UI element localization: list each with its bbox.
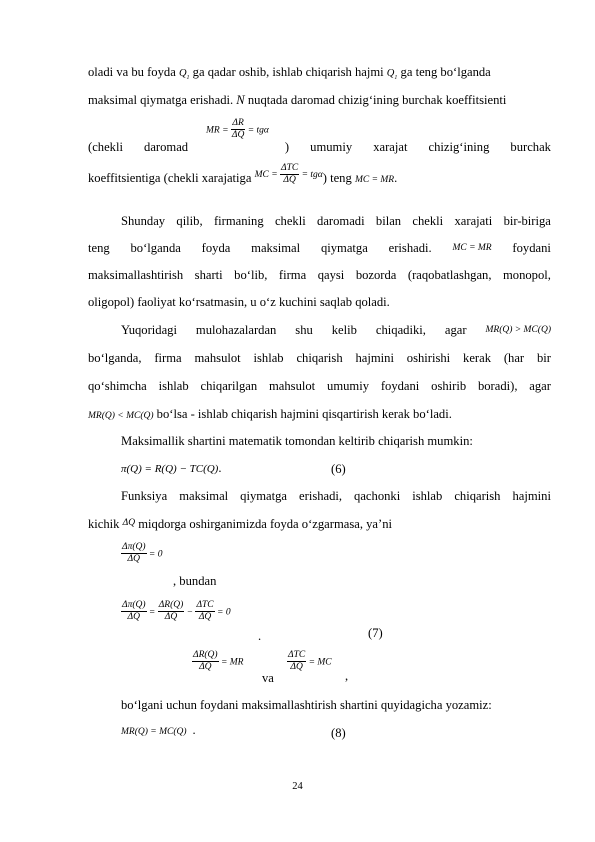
word: (chekli [88, 140, 123, 154]
equation-8-number: (8) [331, 726, 346, 740]
p3-line-1: Yuqoridagi mulohazalardan shu kelib chiqadiki, agar MR(Q) > MC(Q) [121, 323, 551, 337]
p6-line-1: bo‘lgani uchun foydani maksimallashtirish shartini quyidagicha yozamiz: [121, 698, 492, 712]
text: ga teng bo‘lganda [397, 65, 491, 79]
p2-line-1: Shunday qilib, firmaning chekli daromadi bilan chekli xarajati bir-biriga [121, 214, 551, 228]
q-star-symbol: $Q_1$ [386, 68, 398, 82]
mc-eq-mr: MC = MR [354, 175, 395, 185]
derivative-zero: $\frac{\Delta\pi(Q)}{\Delta Q}$ = 0 [122, 542, 163, 564]
p3-line-2: bo‘lganda, firma mahsulot ishlab chiqarish hajmini oshirishi kerak (har bir [88, 351, 551, 365]
line-4: koeffitsientiga (chekli xarajatiga MC = $\frac{\text{ΔTC}}{\Delta Q}$ = tgα) teng MC = MR. [88, 165, 397, 193]
word: daromad [144, 140, 189, 154]
page-number: 24 [292, 781, 303, 792]
equation-6: π(Q) = R(Q) − TC(Q). [121, 461, 222, 475]
mc-def: $\frac{\text{ΔTC}}{\Delta Q}$ = MC [288, 650, 332, 672]
mc-formula: MC = $\frac{\text{ΔTC}}{\Delta Q}$ = tgα [254, 162, 323, 185]
q-star-symbol: $Q_1$ [178, 68, 190, 82]
text: ga qadar oshib, ishlab chiqarish hajmi [189, 65, 387, 79]
p5-line-2: kichik $^{\Delta Q}$ miqdorga oshirganimizda foyda o‘zgarmasa, ya’ni [88, 517, 393, 531]
text: maksimal qiymatga erishadi. [88, 93, 237, 107]
word: xarajat [373, 140, 408, 154]
p3-line-3: qo‘shimcha ishlab chiqarilgan mahsulot umumiy foydani oshirib boradi), agar [88, 379, 551, 393]
word: ) [284, 140, 290, 154]
p2-line-2: teng bo‘lganda foyda maksimal qiymatga erishadi. MC = MR foydani [88, 241, 551, 255]
p5-line-1: Funksiya maksimal qiymatga erishadi, qachonki ishlab chiqarish hajmini [121, 489, 551, 503]
word: umumiy [310, 140, 353, 154]
p3-line-4: MR(Q) < MC(Q) bo‘lsa - ishlab chiqarish hajmini qisqartirish kerak bo‘ladi. [88, 407, 452, 421]
equation-8: MR(Q) = MC(Q) . [121, 723, 196, 737]
equation-7-number: (7) [368, 626, 383, 640]
point-n: N [236, 93, 245, 107]
p4-line-1: Maksimallik shartini matematik tomondan keltirib chiqarish mumkin: [121, 434, 473, 448]
word: chizig‘ining [428, 140, 490, 154]
word: burchak [510, 140, 551, 154]
mr-eq-mc: MR(Q) = MC(Q) [121, 727, 187, 737]
mc-eq-mr: MC = MR [452, 243, 492, 253]
line-3 [88, 139, 551, 155]
text: ) teng [322, 171, 355, 185]
text: nuqtada daromad chizig‘ining burchak koeffitsienti [244, 93, 507, 107]
mr-lt-mc: MR(Q) < MC(Q) [88, 411, 154, 421]
line-2 [88, 92, 506, 108]
line-1 [88, 64, 491, 86]
comma: , [345, 669, 349, 683]
equation-7-tail: . [258, 629, 262, 643]
equation-7: $\frac{\Delta\pi(Q)}{\Delta Q}$ = $\frac{\Delta R(Q)}{\Delta Q}$ − $\frac{\text{ΔTC}}{\Delta Q}$ = 0 [122, 600, 231, 622]
equation-6-number: (6) [331, 462, 346, 476]
text: oladi va bu foyda [88, 65, 179, 79]
profit-function: π(Q) = R(Q) − TC(Q) [121, 463, 219, 475]
mr-formula: MR = $\frac{\Delta R}{\Delta Q}$ = tgα [206, 118, 269, 140]
mr-gt-mc: MR(Q) > MC(Q) [485, 325, 551, 335]
delta-q: ΔQ [122, 518, 136, 528]
bundan-text: , bundan [173, 574, 217, 588]
mr-mc-defs: $\frac{\Delta R(Q)}{\Delta Q}$ = MR [193, 650, 244, 672]
p2-line-3: maksimallashtirish sharti bo‘lib, firma qaysi bozorda (raqobatlashgan, monopol, [88, 268, 551, 282]
p2-line-4: oligopol) faoliyat ko‘rsatmasin, u o‘z kuchini saqlab qoladi. [88, 295, 390, 309]
text: koeffitsientiga (chekli xarajatiga [88, 171, 255, 185]
va-text: va [262, 671, 274, 685]
